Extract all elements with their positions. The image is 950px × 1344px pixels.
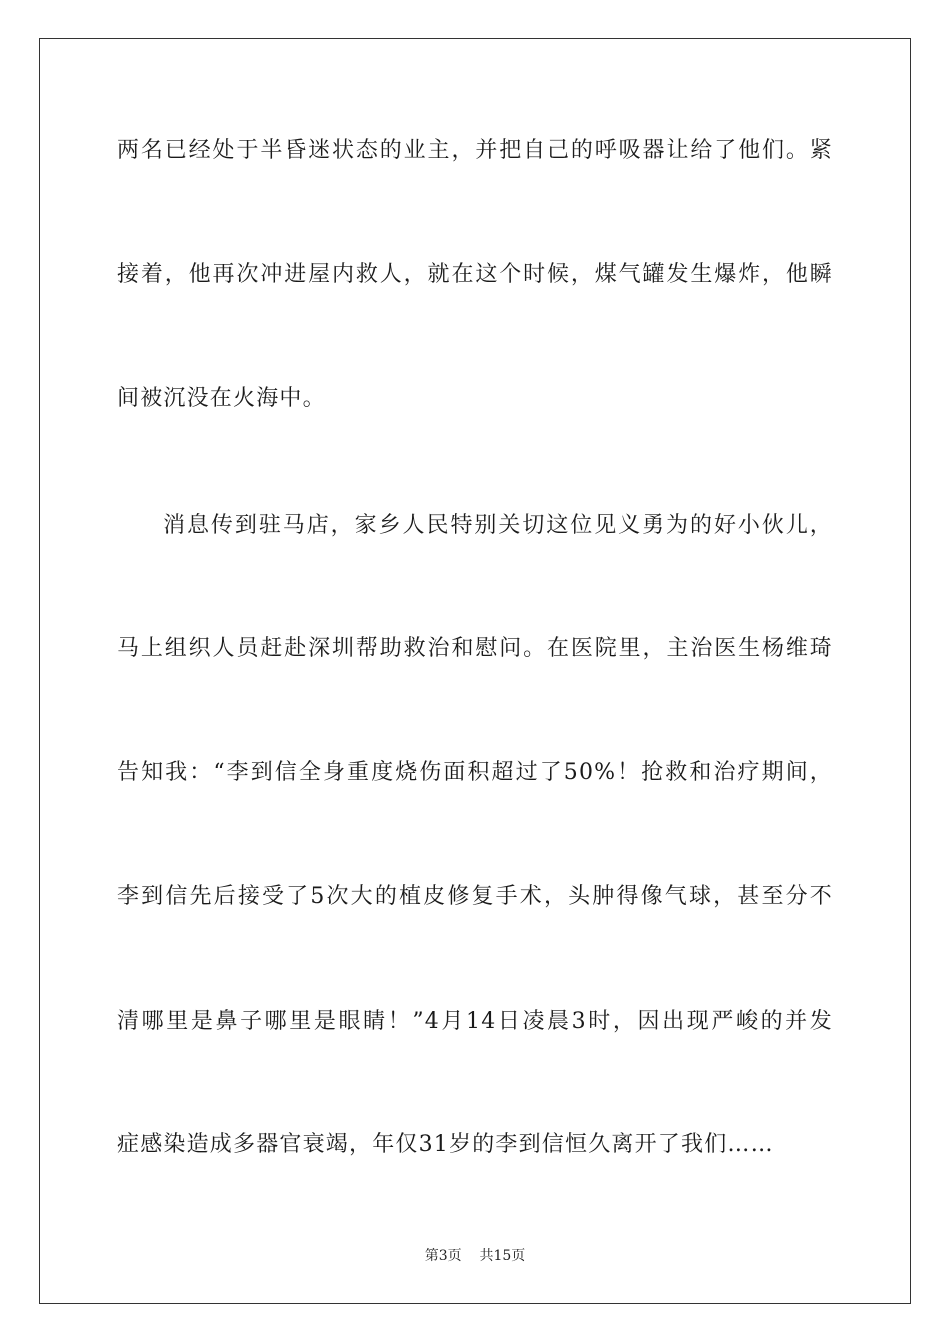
text-line-7: 李到信先后接受了5次大的植皮修复手术，头肿得像气球，甚至分不 <box>117 884 833 909</box>
text-line-8: 清哪里是鼻子哪里是眼睛！”4月14日凌晨3时，因出现严峻的并发 <box>117 1009 833 1034</box>
text-line-3: 间被沉没在火海中。 <box>117 386 326 411</box>
text-line-9: 症感染造成多器官衰竭，年仅31岁的李到信恒久离开了我们…… <box>117 1132 774 1157</box>
text-line-6: 告知我：“李到信全身重度烧伤面积超过了50%！抢救和治疗期间， <box>117 760 833 785</box>
text-line-2: 接着，他再次冲进屋内救人，就在这个时候，煤气罐发生爆炸，他瞬 <box>117 262 833 287</box>
page-number: 第3页 <box>424 1248 462 1264</box>
text-line-1: 两名已经处于半昏迷状态的业主，并把自己的呼吸器让给了他们。紧 <box>117 138 833 163</box>
page-total: 共15页 <box>479 1248 526 1264</box>
text-line-4: 消息传到驻马店，家乡人民特别关切这位见义勇为的好小伙儿， <box>163 513 833 538</box>
page-border <box>39 38 911 1304</box>
text-line-5: 马上组织人员赶赴深圳帮助救治和慰问。在医院里，主治医生杨维琦 <box>117 636 833 661</box>
page-footer <box>0 1246 950 1266</box>
